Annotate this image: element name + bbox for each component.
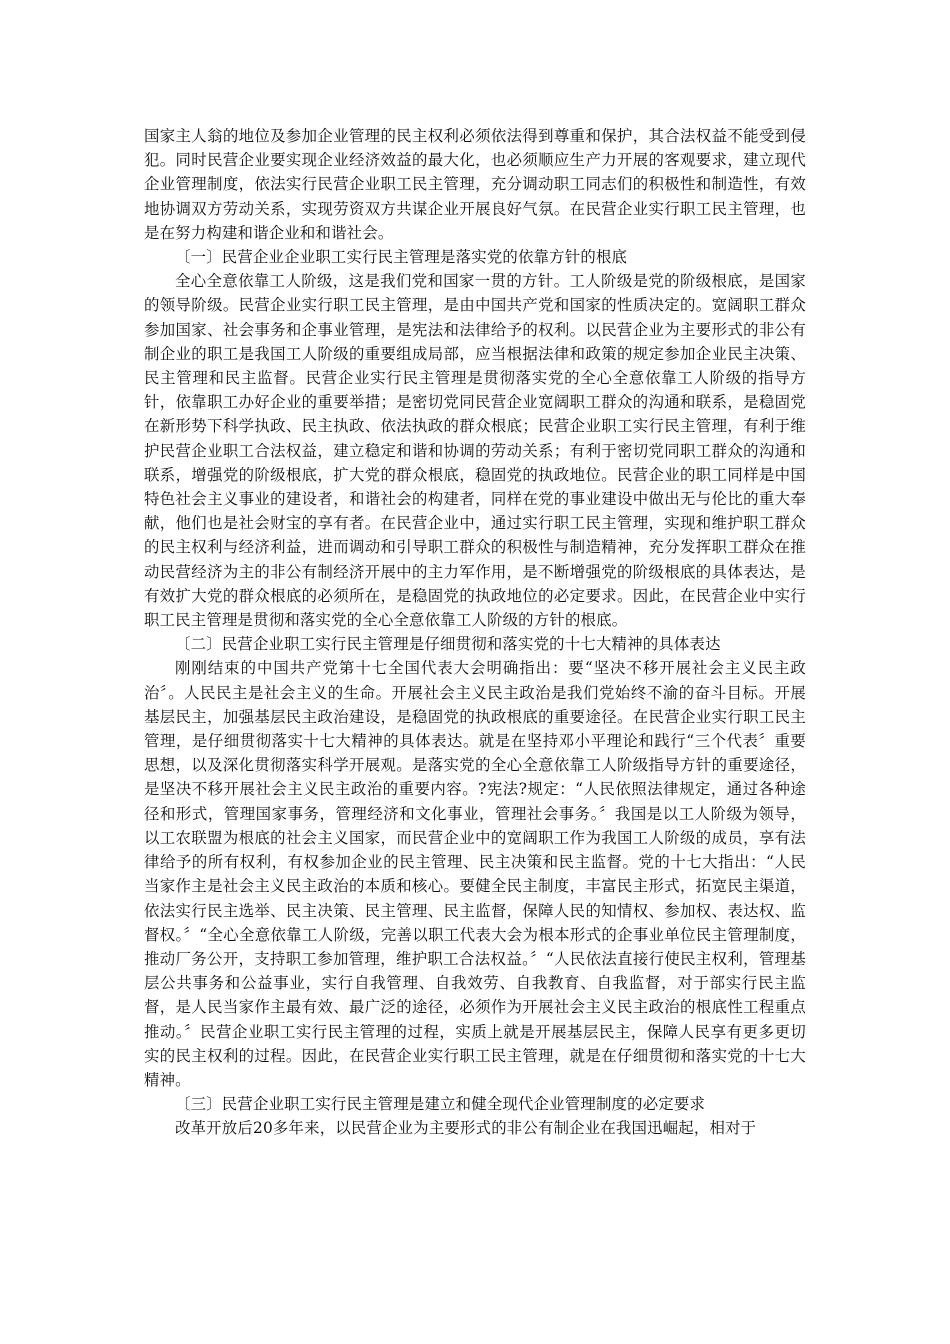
section-heading-2: 〔二〕民营企业职工实行民主管理是仔细贯彻和落实党的十七大精神的具体表达 xyxy=(175,635,721,654)
section-heading-3: 〔三〕民营企业职工实行民主管理是建立和健全现代企业管理制度的必定要求 xyxy=(175,1095,706,1114)
section-2-paragraph: 刚刚结束的中国共产党第十七全国代表大会明确指出：要“坚决不移开展社会主义民主政治〞。人民民主是社会主义的生命。开展社会主义民主政治是我们党始终不渝的奋斗目标。开展基层民主，加强基层民主政治建设，是稳固党的执政根底的重要途径。在民营企业实行职工民主管理，是仔细贯彻落实十七大精神的具体表达。就是在坚持邓小平理论和践行“三个代表〞重要思想，以及深化贯彻落实科学开展观。是落实党的全心全意依靠工人阶级指导方针的重要途径，是坚决不移开展社会主义民主政治的重要内容。?宪法?规定：“人民依照法律规定，通过各种途径和形式，管理国家事务，管理经济和文化事业，管理社会事务。〞我国是以工人阶级为领导，以工农联盟为根底的社会主义国家，而民营企业中的宽阔职工作为我国工人阶级的成员，享有法律给予的所有权利，有权参加企业的民主管理、民主决策和民主监督。党的十七大指出：“人民当家作主是社会主义民主政治的本质和核心。要健全民主制度，丰富民主形式，拓宽民主渠道，依法实行民主选举、民主决策、民主管理、民主监督，保障人民的知情权、参加权、表达权、监督权。〞“全心全意依靠工人阶级，完善以职工代表大会为根本形式的企事业单位民主管理制度，推动厂务公开，支持职工参加管理，维护职工合法权益。〞“人民依法直接行使民主权利，管理基层公共事务和公益事业，实行自我管理、自我效劳、自我教育、自我监督，对于部实行民主监督，是人民当家作主最有效、最广泛的途径，必须作为开展社会主义民主政治的根底性工程重点推动。〞民营企业职工实行民主管理的过程，实质上就是开展基层民主，保障人民享有更多更切实的民主权利的过程。因此，在民营企业实行职工民主管理，就是在仔细贯彻和落实党的十七大精神。 xyxy=(144,659,806,1089)
intro-paragraph: 国家主人翁的地位及参加企业管理的民主权利必须依法得到尊重和保护，其合法权益不能受到侵犯。同时民营企业要实现企业经济效益的最大化，也必须顺应生产力开展的客观要求，建立现代企业管理制度，依法实行民营企业职工民主管理，充分调动职工同志们的积极性和制造性，有效地协调双方劳动关系，实现劳资双方共谋企业开展良好气氛。在民营企业实行职工民主管理，也是在努力构建和谐企业和和谐社会。 xyxy=(144,127,806,242)
section-heading-1: 〔一〕民营企业企业职工实行民主管理是落实党的依靠方针的根底 xyxy=(175,248,628,267)
document-body xyxy=(144,124,806,1141)
section-1-paragraph: 全心全意依靠工人阶级，这是我们党和国家一贯的方针。工人阶级是党的阶级根底，是国家的领导阶级。民营企业实行职工民主管理，是由中国共产党和国家的性质决定的。宽阔职工群众参加国家、社会事务和企事业管理，是宪法和法律给予的权利。以民营企业为主要形式的非公有制企业的职工是我国工人阶级的重要组成局部，应当根据法律和政策的规定参加企业民主决策、民主管理和民主监督。民营企业实行民主管理是贯彻落实党的全心全意依靠工人阶级的指导方针，依靠职工办好企业的重要举措；是密切党同民营企业宽阔职工群众的沟通和联系，是稳固党在新形势下科学执政、民主执政、依法执政的群众根底；民营企业职工实行民主管理，有利于维护民营企业职工合法权益，建立稳定和谐和协调的劳动关系；有利于密切党同职工群众的沟通和联系，增强党的阶级根底，扩大党的群众根底，稳固党的执政地位。民营企业的职工同样是中国特色社会主义事业的建设者，和谐社会的构建者，同样在党的事业建设中做出无与伦比的重大奉献，他们也是社会财宝的享有者。在民营企业中，通过实行职工民主管理，实现和维护职工群众的民主权利与经济利益，进而调动和引导职工群众的积极性与制造精神，充分发挥职工群众在推动民营经济为主的非公有制经济开展中的主力军作用，是不断增强党的阶级根底的具体表达，是有效扩大党的群众根底的必须所在，是稳固党的执政地位的必定要求。因此，在民营企业中实行职工民主管理是贯彻和落实党的全心全意依靠工人阶级的方针的根底。 xyxy=(144,272,806,630)
section-3-paragraph: 改革开放后20多年来，以民营企业为主要形式的非公有制企业在我国迅崛起，相对于 xyxy=(175,1119,757,1138)
